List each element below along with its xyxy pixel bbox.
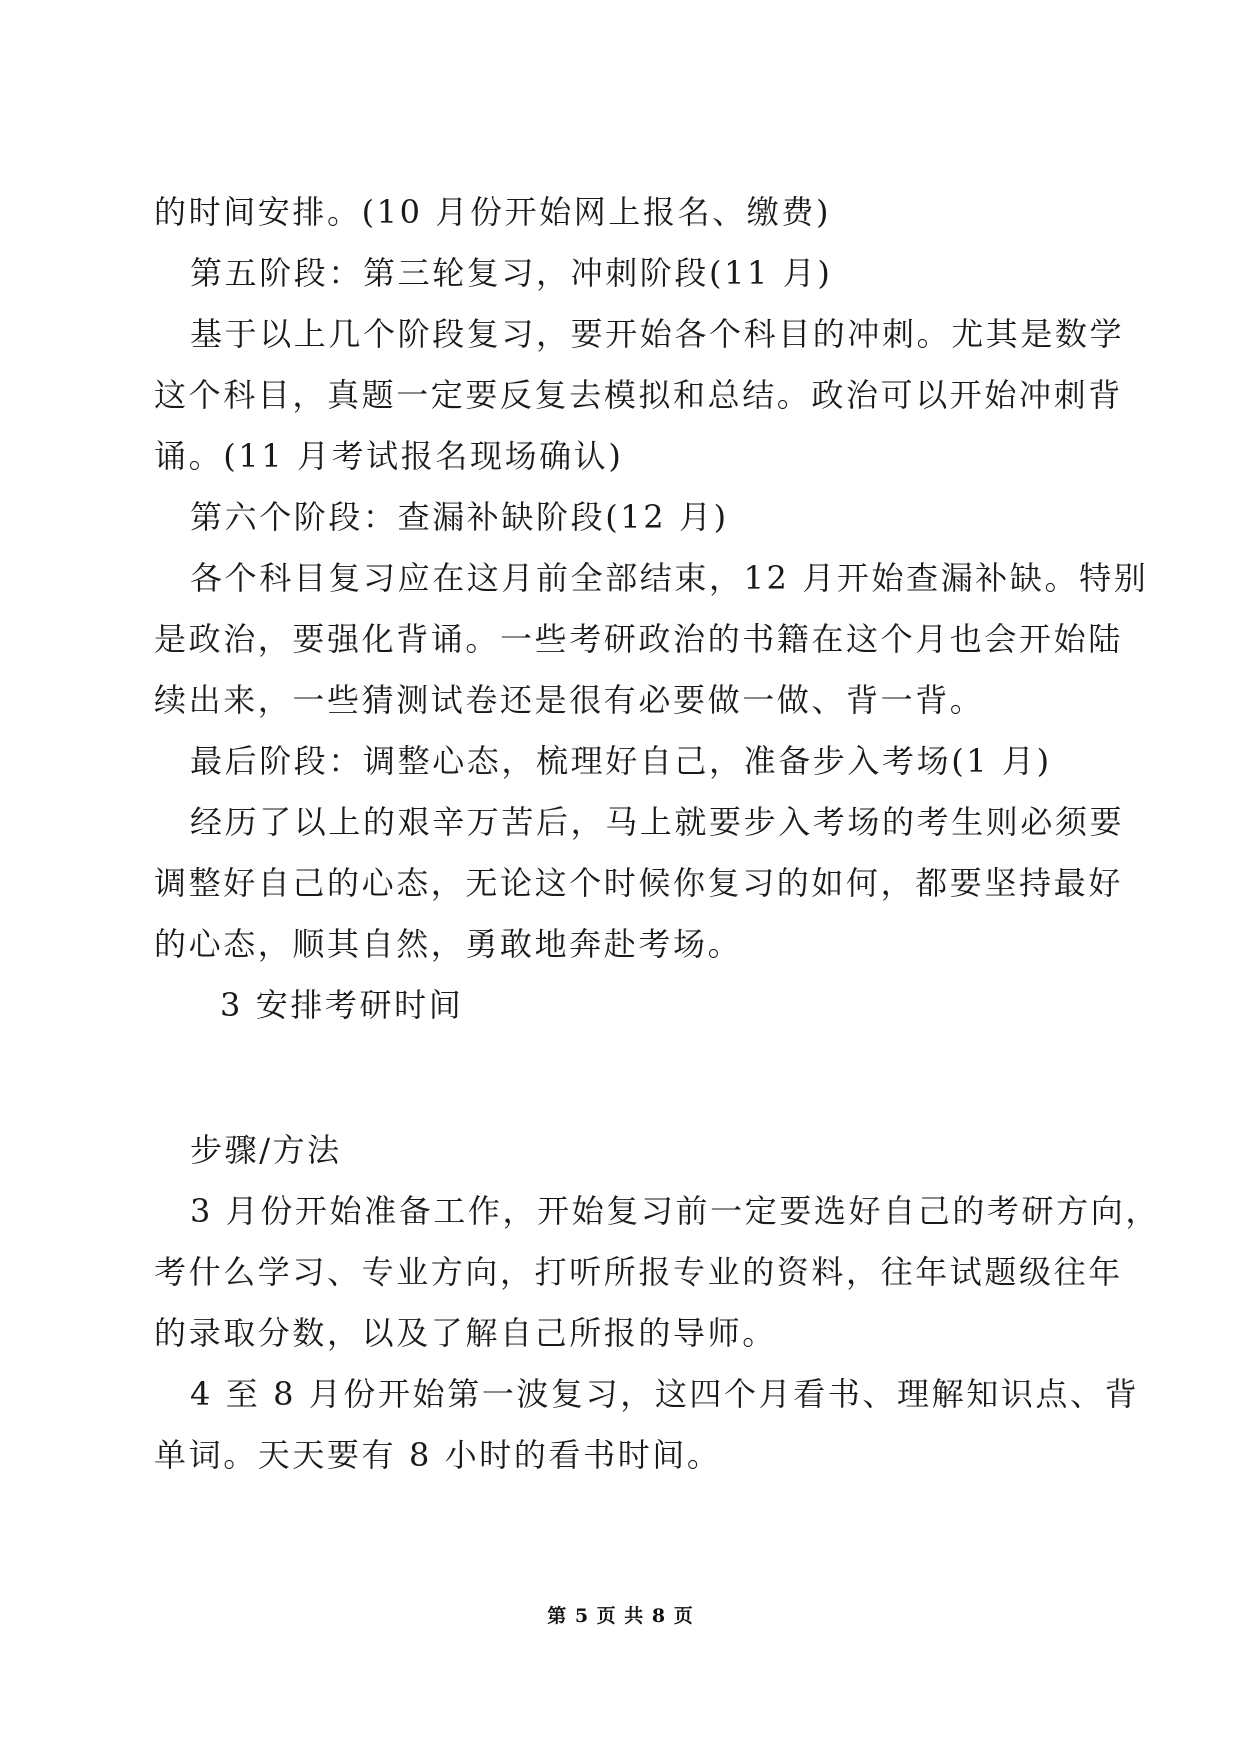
stage-heading-6: 第六个阶段：查漏补缺阶段(12 月) bbox=[190, 498, 729, 536]
page-content bbox=[154, 182, 1160, 1486]
paragraph-line: 3 月份开始准备工作，开始复习前一定要选好自己的考研方向， bbox=[190, 1192, 1160, 1230]
stage-heading-5: 第五阶段：第三轮复习，冲刺阶段(11 月) bbox=[190, 254, 833, 292]
paragraph-line: 各个科目复习应在这月前全部结束，12 月开始查漏补缺。特别 bbox=[190, 559, 1149, 597]
paragraph-line: 的时间安排。(10 月份开始网上报名、缴费) bbox=[154, 193, 832, 231]
steps-label: 步骤/方法 bbox=[190, 1131, 342, 1169]
paragraph-line: 续出来，一些猜测试卷还是很有必要做一做、背一背。 bbox=[154, 681, 985, 719]
paragraph-line: 诵。(11 月考试报名现场确认) bbox=[154, 437, 624, 475]
spacer bbox=[154, 1036, 1094, 1120]
stage-heading-final: 最后阶段：调整心态，梳理好自己，准备步入考场(1 月) bbox=[190, 742, 1052, 780]
paragraph-line: 基于以上几个阶段复习，要开始各个科目的冲刺。尤其是数学 bbox=[190, 315, 1125, 353]
section-heading: 3 安排考研时间 bbox=[220, 986, 464, 1024]
paragraph-line: 的心态，顺其自然，勇敢地奔赴考场。 bbox=[154, 925, 743, 963]
paragraph-line: 经历了以上的艰辛万苦后，马上就要步入考场的考生则必须要 bbox=[190, 803, 1125, 841]
paragraph-line: 调整好自己的心态，无论这个时候你复习的如何，都要坚持最好 bbox=[154, 864, 1123, 902]
paragraph-line: 是政治，要强化背诵。一些考研政治的书籍在这个月也会开始陆 bbox=[154, 620, 1123, 658]
page-number-footer: 第 5 页 共 8 页 bbox=[547, 1605, 694, 1627]
paragraph-line: 单词。天天要有 8 小时的看书时间。 bbox=[154, 1436, 722, 1474]
paragraph-line: 这个科目，真题一定要反复去模拟和总结。政治可以开始冲刺背 bbox=[154, 376, 1123, 414]
paragraph-line: 考什么学习、专业方向，打听所报专业的资料，往年试题级往年 bbox=[154, 1253, 1123, 1291]
paragraph-line: 4 至 8 月份开始第一波复习，这四个月看书、理解知识点、背 bbox=[190, 1375, 1140, 1413]
paragraph-line: 的录取分数，以及了解自己所报的导师。 bbox=[154, 1314, 777, 1352]
